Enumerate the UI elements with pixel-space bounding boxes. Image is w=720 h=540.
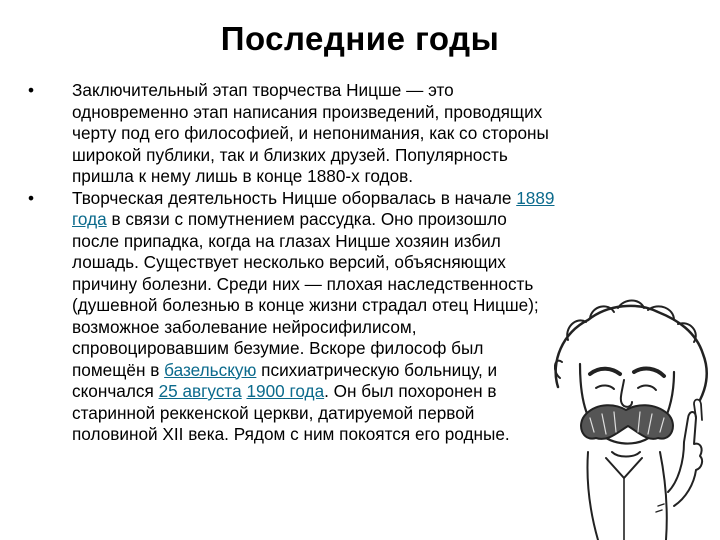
bullet-item — [28, 80, 556, 188]
bullet-list — [28, 80, 556, 446]
bullet-text-part: в связи с помутнением рассудка. Оно произошло после припадка, когда на глазах Ницше хозяин избил лошадь. Существует несколько версий, объясняющих причину болезни. Среди них — плохая наследственность (душевной болезнью в конце жизни страдал отец Ницше); возможное заболевание нейросифилисом, спровоцировавшим безумие. Вскоре философ был помещён в — [72, 209, 539, 380]
slide-title: Последние годы — [220, 20, 500, 57]
link-1889-year[interactable]: 1889 года — [72, 187, 555, 229]
bullet-text-part: . Он был похоронен в старинной реккенской церкви, датируемой первой половиной XII века. Рядом с ним покоятся его родные. — [72, 381, 510, 444]
bullet-dot: • — [28, 80, 35, 100]
nietzsche-caricature-illustration — [528, 292, 720, 540]
link-25-august[interactable]: 25 августа — [158, 381, 242, 401]
link-basel[interactable]: базельскую — [164, 359, 257, 380]
bullet-text-part: психиатрическую больницу, и скончался — [72, 359, 498, 401]
bullet-text: Заключительный этап творчества Ницше — это одновременно этап написания произведений, проводящих черту под его философией, и непонимания, как со стороны широкой публики, так и близких друзей. Популярность пришла к нему лишь в конце 1880-х годов. — [72, 80, 549, 186]
bullet-item — [28, 188, 556, 446]
bullet-text-part: Творческая деятельность Ницше оборвалась в начале — [72, 187, 517, 208]
link-1900-year[interactable]: 1900 года — [246, 381, 325, 401]
bullet-dot: • — [28, 187, 35, 208]
